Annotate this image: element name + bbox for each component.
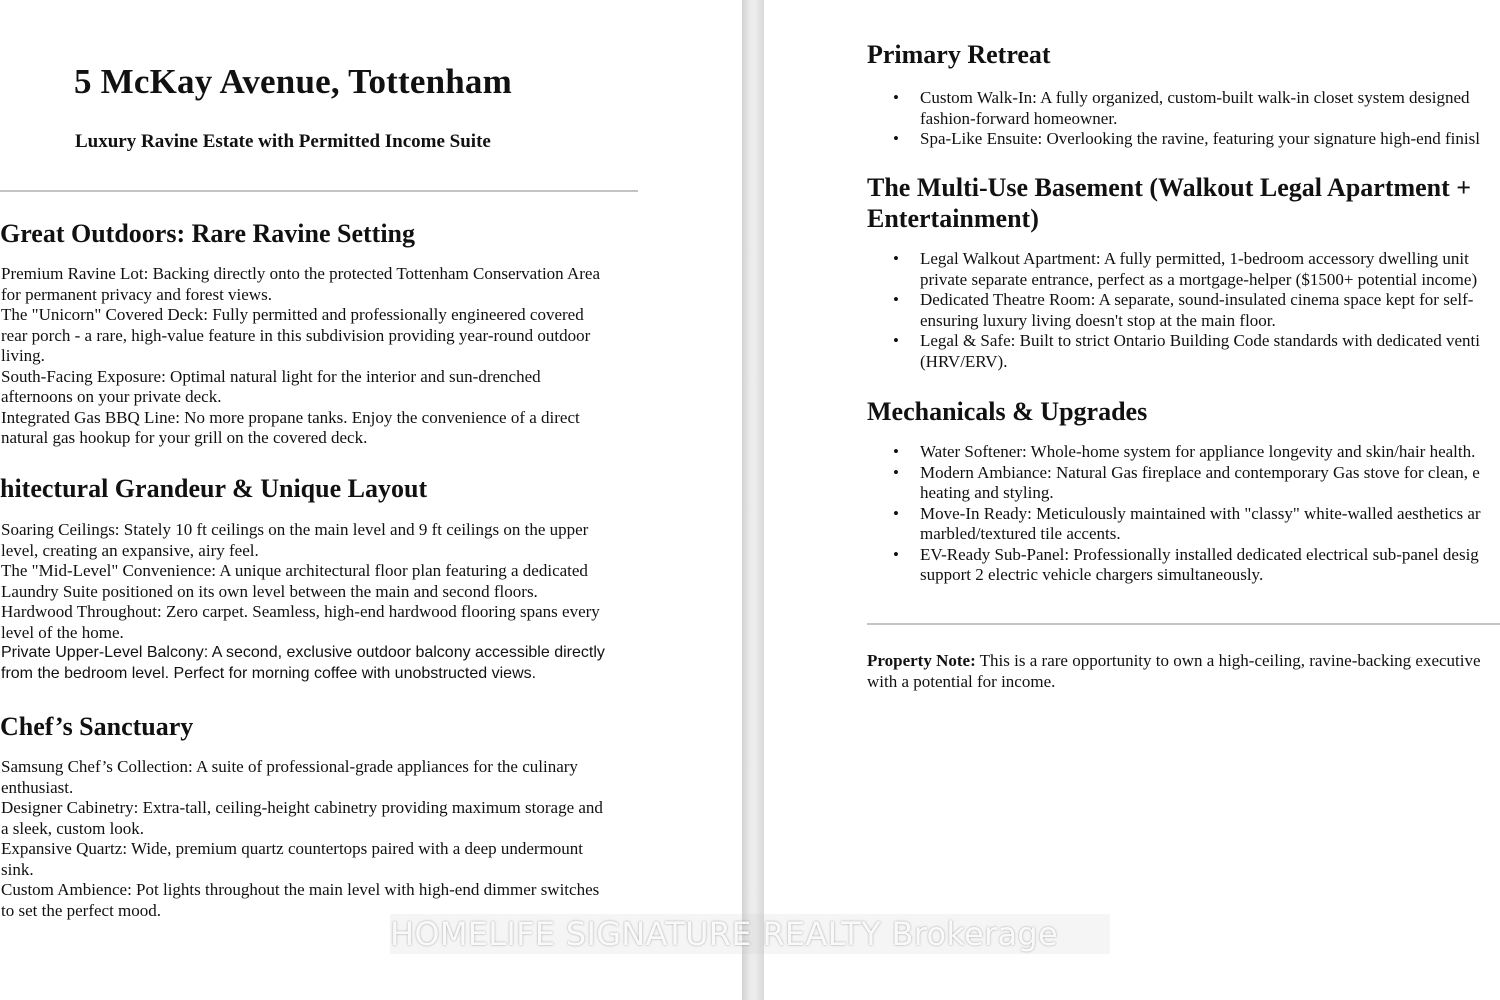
list-item: for permanent privacy and forest views.: [1, 284, 272, 304]
section-kitchen: [0, 711, 603, 921]
list-item: • Spa-Like Ensuite: Overlooking the ravine, featuring your signature high-end finisl: [867, 129, 1480, 150]
list-item: Designer Cabinetry: Extra-tall, ceiling-height cabinetry providing maximum storage and: [1, 798, 603, 817]
section-heading: Mechanicals & Upgrades: [867, 397, 1148, 426]
document-page-right: [764, 0, 1500, 1000]
list-item: level, creating an expansive, airy feel.: [1, 540, 259, 560]
list-item: Custom Ambience: Pot lights throughout the main level with high-end dimmer switches: [1, 880, 600, 899]
document-page-left: [0, 0, 742, 1000]
list-item: Integrated Gas BBQ Line: No more propane tanks. Enjoy the convenience of a direct: [1, 407, 580, 427]
document-title: 5 McKay Avenue, Tottenham: [74, 62, 512, 101]
section-heading: The Multi-Use Basement (Walkout Legal Apartment + Entertainment): [867, 173, 1472, 233]
list-item: Expansive Quartz: Wide, premium quartz countertops paired with a deep undermount: [1, 839, 584, 858]
document-subtitle: Luxury Ravine Estate with Permitted Income Suite: [75, 131, 491, 152]
page-gutter: [742, 0, 764, 1000]
list-item: • Water Softener: Whole-home system for appliance longevity and skin/hair health.: [867, 442, 1481, 463]
list-item: natural gas hookup for your grill on the covered deck.: [1, 428, 368, 447]
bullet-list: [867, 88, 1480, 150]
brokerage-watermark: HOMELIFE SIGNATURE REALTY Brokerage: [390, 914, 1110, 954]
list-item: The "Unicorn" Covered Deck: Fully permitted and professionally engineered covered: [1, 305, 584, 324]
list-item: rear porch - a rare, high-value feature in this subdivision providing year-round outdoor: [1, 325, 591, 345]
list-item: level of the home.: [1, 622, 124, 642]
section-heading: hitectural Grandeur & Unique Layout: [0, 474, 428, 503]
list-item: Hardwood Throughout: Zero carpet. Seamless, high-end hardwood flooring spans every: [1, 602, 600, 621]
list-item: Samsung Chef’s Collection: A suite of professional-grade appliances for the culinary: [1, 757, 578, 776]
divider: [0, 190, 638, 192]
bullet-list: [867, 249, 1480, 372]
list-item: sink.: [1, 859, 34, 879]
section-heading: Chef’s Sanctuary: [0, 712, 194, 741]
list-item: • Dedicated Theatre Room: A separate, sound-insulated cinema space kept for self- ensuring luxury living doesn't stop at the main floor.: [867, 290, 1480, 331]
divider: [867, 623, 1500, 625]
list-item: South-Facing Exposure: Optimal natural light for the interior and sun-drenched: [1, 366, 541, 386]
section-mechanicals: [867, 396, 1481, 586]
section-lines: [1, 757, 603, 921]
section-heading: Great Outdoors: Rare Ravine Setting: [0, 219, 415, 248]
section-architecture: [0, 473, 605, 684]
list-item: • Custom Walk-In: A fully organized, custom-built walk-in closet system designed fashion-forward homeowner.: [867, 88, 1480, 129]
list-item: living.: [1, 346, 45, 365]
section-heading: Primary Retreat: [867, 40, 1051, 69]
list-item: to set the perfect mood.: [1, 900, 162, 920]
list-item: Soaring Ceilings: Stately 10 ft ceilings on the main level and 9 ft ceilings on the upper: [1, 520, 589, 539]
list-item: • Legal & Safe: Built to strict Ontario Building Code standards with dedicated venti (HRV/ERV).: [867, 331, 1480, 372]
section-basement: [867, 172, 1480, 372]
property-note-label: Property Note:: [867, 651, 976, 670]
list-item: a sleek, custom look.: [1, 818, 145, 838]
section-lines: [1, 520, 605, 684]
section-outdoors: [0, 218, 600, 449]
list-item: • Move-In Ready: Meticulously maintained with "classy" white-walled aesthetics ar marbled/textured tile accents.: [867, 504, 1481, 545]
list-item: • Legal Walkout Apartment: A fully permitted, 1-bedroom accessory dwelling unit private separate entrance, perfect as a mortgage-helper ($1500+ potential income): [867, 249, 1480, 290]
list-item: • Modern Ambiance: Natural Gas fireplace and contemporary Gas stove for clean, e heating and styling.: [867, 463, 1481, 504]
list-item: Private Upper-Level Balcony: A second, exclusive outdoor balcony accessible directly: [1, 644, 605, 661]
bullet-list: [867, 442, 1481, 586]
section-primary-retreat: [867, 39, 1480, 150]
list-item: afternoons on your private deck.: [1, 387, 222, 406]
section-lines: [1, 264, 600, 449]
list-item: enthusiast.: [1, 777, 74, 797]
list-item: from the bedroom level. Perfect for morning coffee with unobstructed views.: [1, 664, 537, 682]
list-item: The "Mid-Level" Convenience: A unique architectural floor plan featuring a dedicated: [1, 561, 588, 580]
list-item: Laundry Suite positioned on its own level between the main and second floors.: [1, 581, 538, 601]
list-item: Premium Ravine Lot: Backing directly onto the protected Tottenham Conservation Area: [1, 264, 601, 283]
list-item: • EV-Ready Sub-Panel: Professionally installed dedicated electrical sub-panel desig support 2 electric vehicle chargers simultaneously.: [867, 545, 1481, 586]
property-note: Property Note: This is a rare opportunity to own a high-ceiling, ravine-backing executive with a potential for income.: [867, 651, 1481, 691]
